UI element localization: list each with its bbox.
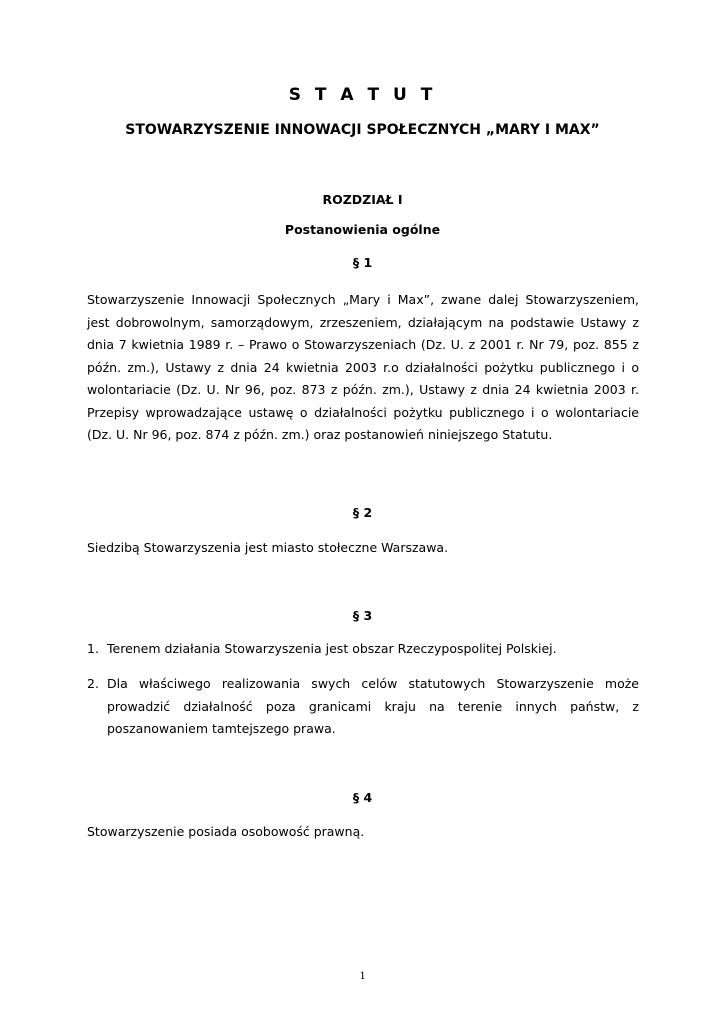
section-3-heading: § 3 (352, 608, 373, 623)
document-subtitle: STOWARZYSZENIE INNOWACJI SPOŁECZNYCH „MARY I MAX” (125, 122, 600, 138)
section-1-text: Stowarzyszenie Innowacji Społecznych „Mary i Max”, zwane dalej Stowarzyszeniem, jest dobrowolnym, samorządowym, zrzeszeniem, działającym na podstawie Ustawy z dnia 7 kwietnia 1989 r. – Prawo o Stowarzyszeniach (Dz. U. z 2001 r. Nr 79, poz. 855 z późn. zm.), Ustawy z dnia 24 kwietnia 2003 r.o działalności pożytku publicznego i o wolontariacie (Dz. U. Nr 96, poz. 873 z późn. zm.), Ustawy z dnia 24 kwietnia 2003 r. Przepisy wprowadzające ustawę o działalności pożytku publicznego i o wolontariacie (Dz. U. Nr 96, poz. 874 z późn. zm.) oraz postanowień niniejszego Statutu. (87, 292, 639, 442)
chapter-title: Postanowienia ogólne (284, 222, 441, 237)
section-4-heading: § 4 (352, 790, 373, 805)
list-text: Dla właściwego realizowania swych celów statutowych Stowarzyszenie może prowadzić działalność poza granicami kraju na terenie innych państw, z poszanowaniem tamtejszego prawa. (107, 676, 639, 736)
page-number: 1 (359, 968, 366, 982)
section-2-heading: § 2 (352, 505, 373, 520)
list-number: 2. (87, 676, 99, 691)
section-1-heading: § 1 (352, 255, 373, 270)
list-number: 1. (87, 641, 99, 656)
section-4-text: Stowarzyszenie posiada osobowość prawną. (87, 824, 365, 839)
chapter-heading: ROZDZIAŁ I (322, 192, 403, 207)
section-2-text: Siedzibą Stowarzyszenia jest miasto stołeczne Warszawa. (87, 540, 449, 555)
section-3-item-2 (87, 673, 639, 741)
document-title: S T A T U T (288, 85, 437, 105)
list-text: Terenem działania Stowarzyszenia jest obszar Rzeczypospolitej Polskiej. (107, 641, 557, 656)
section-3-item-1 (87, 638, 639, 661)
